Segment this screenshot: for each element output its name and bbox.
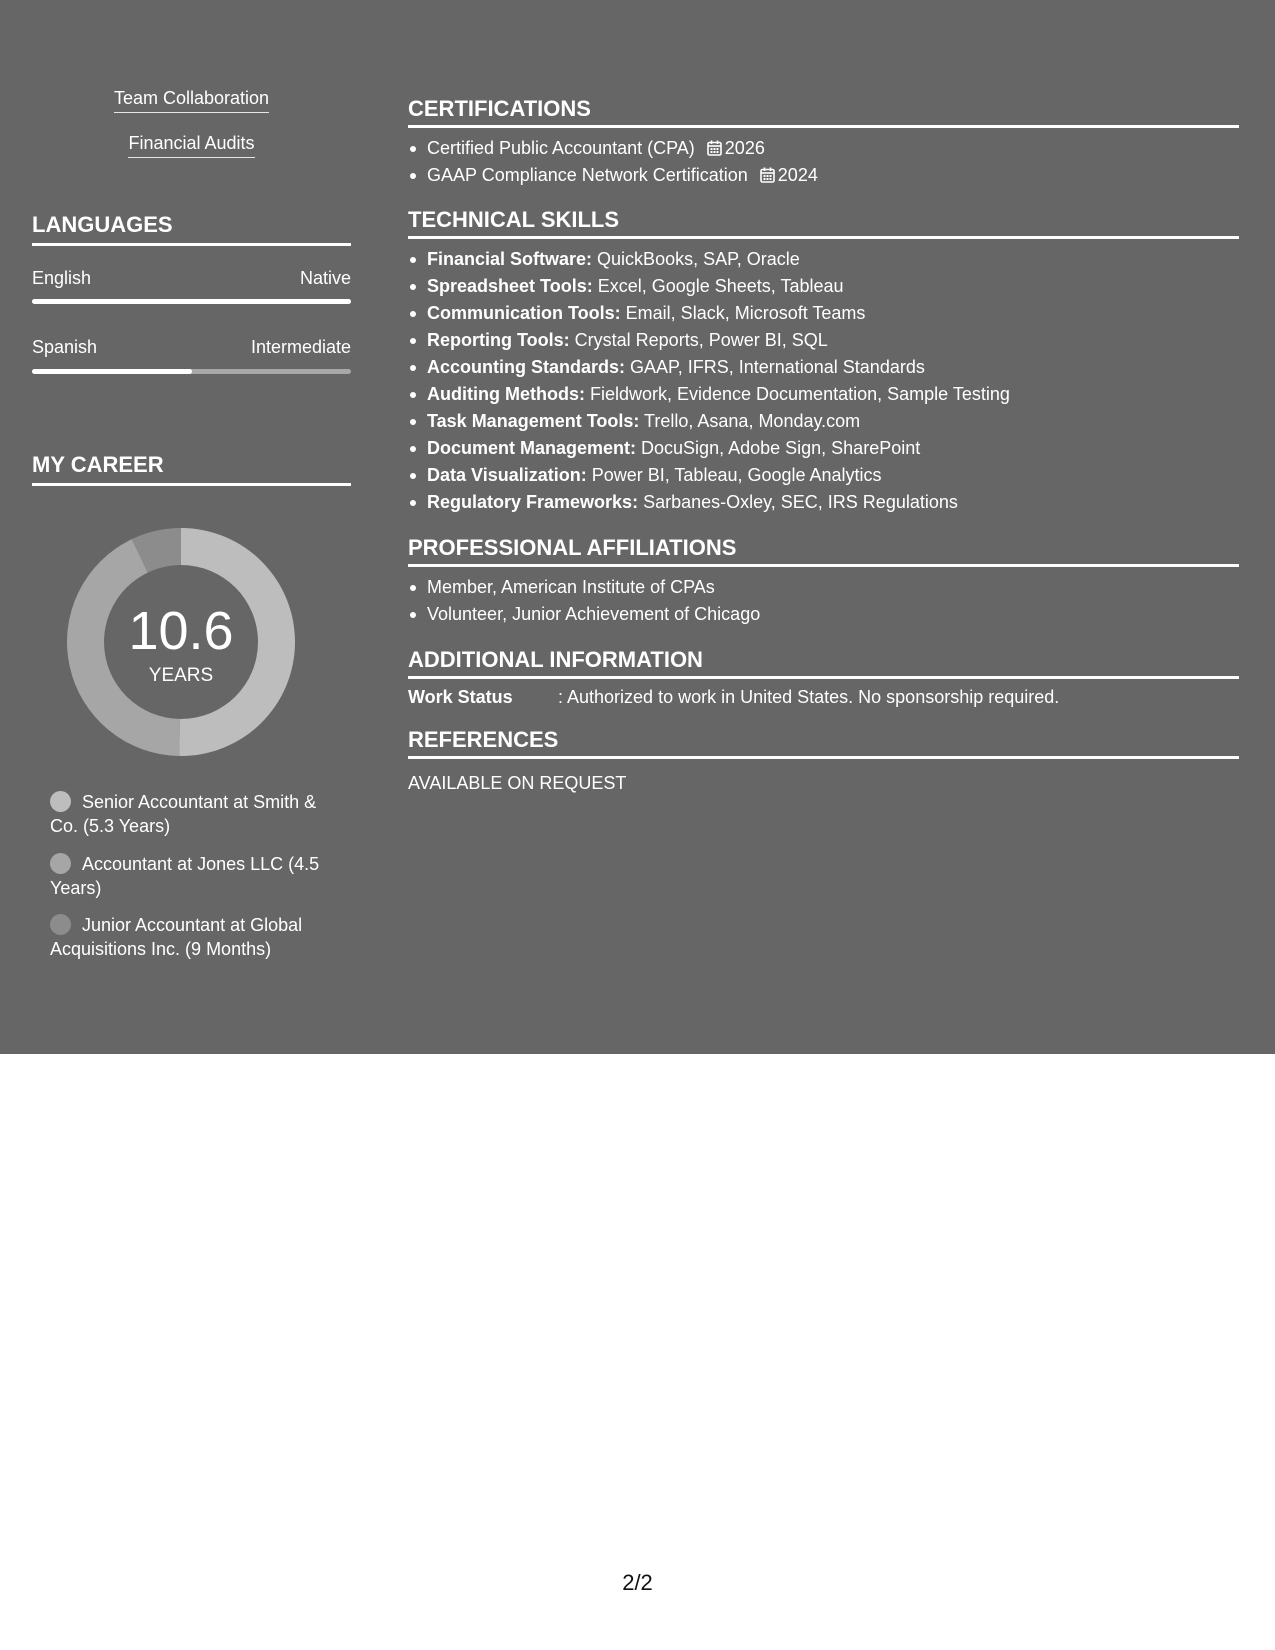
career-title: MY CAREER [32,452,351,486]
skill-category: Data Visualization: [427,465,587,485]
certifications-list [408,135,1239,189]
language-level: Native [299,268,351,288]
technical-skill-item [408,462,1239,489]
skill-values: Fieldwork, Evidence Documentation, Sample Testing [584,384,1010,404]
references-text: AVAILABLE ON REQUEST [408,773,627,793]
career-item [50,852,330,900]
certification-item [408,162,1239,189]
skill-link-financial-audits[interactable]: Financial Audits [32,133,351,158]
skill-values: Sarbanes-Oxley, SEC, IRS Regulations [638,492,958,512]
page-number: 2/2 [622,1570,653,1595]
career-total-unit: YEARS [148,665,214,686]
technical-skill-item [408,381,1239,408]
language-bar-spanish [32,369,351,374]
language-row-english [32,268,351,289]
certifications-title: CERTIFICATIONS [408,96,1239,128]
language-bar-fill [32,299,351,304]
career-total-value: 10.6 [128,601,234,661]
language-level: Intermediate [250,337,351,357]
skill-values: Excel, Google Sheets, Tableau [592,276,844,296]
technical-skill-item [408,408,1239,435]
languages-title: LANGUAGES [32,212,351,246]
additional-info-title: ADDITIONAL INFORMATION [408,647,1239,679]
skill-category: Communication Tools: [427,303,621,323]
language-name: English [32,268,92,288]
work-status-value: : Authorized to work in United States. No sponsorship required. [558,687,1060,707]
technical-skill-item [408,354,1239,381]
career-legend-dot [50,853,71,874]
certification-year: 2024 [777,165,818,185]
technical-skill-item [408,435,1239,462]
career-item-label: Accountant at Jones LLC (4.5 Years) [50,854,320,898]
technical-skill-item [408,300,1239,327]
skill-values: QuickBooks, SAP, Oracle [592,249,800,269]
skill-category: Regulatory Frameworks: [427,492,639,512]
certification-item [408,135,1239,162]
language-name: Spanish [32,337,98,357]
skill-values: Email, Slack, Microsoft Teams [620,303,866,323]
technical-skill-item [408,273,1239,300]
affiliation-item: Member, American Institute of CPAs [408,574,1239,601]
language-bar-english [32,299,351,304]
skill-category: Auditing Methods: [427,384,585,404]
technical-skill-item [408,327,1239,354]
calendar-icon [760,167,775,183]
language-bar-fill [32,369,192,374]
skill-link-team-collaboration[interactable]: Team Collaboration [32,88,351,113]
affiliation-item: Volunteer, Junior Achievement of Chicago [408,601,1239,628]
technical-skill-item [408,246,1239,273]
language-row-spanish [32,337,351,358]
skill-category: Spreadsheet Tools: [427,276,593,296]
career-item-label: Senior Accountant at Smith & Co. (5.3 Years) [50,792,317,836]
skill-category: Task Management Tools: [427,411,640,431]
affiliations-title: PROFESSIONAL AFFILIATIONS [408,535,1239,567]
technical-skills-list [408,246,1239,516]
skill-category: Reporting Tools: [427,330,570,350]
technical-skill-item [408,489,1239,516]
skill-values: Trello, Asana, Monday.com [639,411,861,431]
skill-values: GAAP, IFRS, International Standards [625,357,925,377]
skill-values: Power BI, Tableau, Google Analytics [586,465,882,485]
career-total [67,528,295,756]
career-legend-dot [50,791,71,812]
skill-category: Accounting Standards: [427,357,626,377]
skill-values: Crystal Reports, Power BI, SQL [569,330,828,350]
references-title: REFERENCES [408,727,1239,759]
skill-category: Financial Software: [427,249,593,269]
career-item [50,913,330,961]
certification-year: 2026 [724,138,765,158]
certification-name: Certified Public Accountant (CPA) [427,138,695,158]
career-item [50,790,330,838]
skill-category: Document Management: [427,438,637,458]
work-status-label: Work Status [408,687,513,707]
calendar-icon [707,140,722,156]
career-item-label: Junior Accountant at Global Acquisitions Inc. (9 Months) [50,915,303,959]
technical-skills-title: TECHNICAL SKILLS [408,207,1239,239]
skill-values: DocuSign, Adobe Sign, SharePoint [636,438,921,458]
work-status-row [408,687,1059,708]
career-legend-dot [50,914,71,935]
affiliations-list [408,574,1239,628]
certification-name: GAAP Compliance Network Certification [427,165,748,185]
